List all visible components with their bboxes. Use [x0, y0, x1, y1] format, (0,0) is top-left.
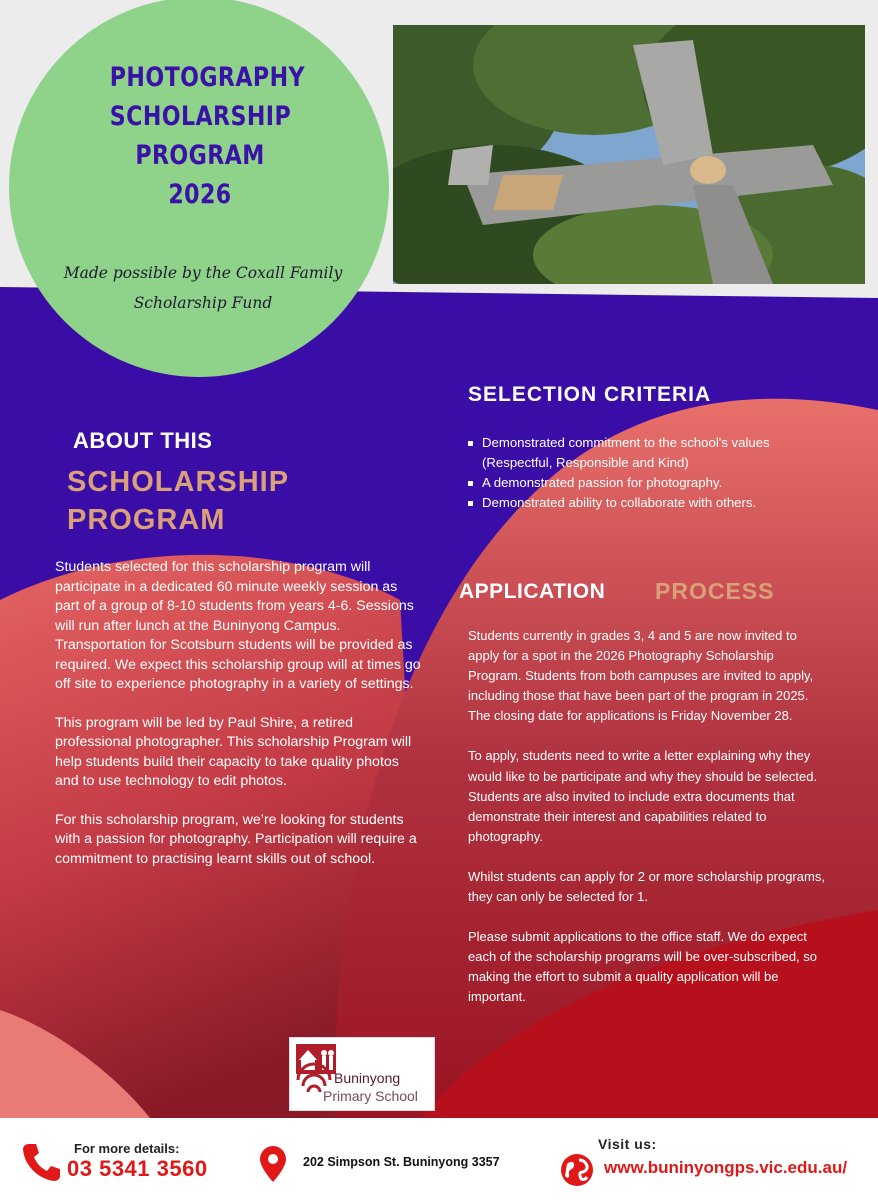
funding-credit-line: Scholarship Fund: [133, 294, 273, 312]
about-paragraph: For this scholarship program, we’re looking for students with a passion for photography. Participation will require a commitment to practising learnt skills out of school.: [55, 811, 417, 867]
school-name-line: Buninyong: [334, 1070, 401, 1086]
application-heading: APPLICATION: [459, 580, 606, 603]
about-heading: ABOUT THIS: [73, 428, 213, 453]
criteria-item: Demonstrated ability to collaborate with others.: [468, 493, 813, 513]
application-paragraph: To apply, students need to write a letter explaining why they would like to be participate and why they should be selected. Students are also invited to include extra documents that demonstrate their interest and capabilities related to photography.: [468, 748, 818, 844]
website-link[interactable]: www.buninyongps.vic.edu.au/: [604, 1158, 848, 1177]
school-logo: [289, 1037, 435, 1111]
scholarship-heading-line: SCHOLARSHIP: [67, 466, 290, 498]
program-title-line: SCHOLARSHIP: [109, 101, 292, 132]
criteria-item: A demonstrated passion for photography.: [468, 473, 813, 493]
visit-us-label: Visit us:: [598, 1136, 657, 1152]
about-paragraph: Students selected for this scholarship program will participate in a dedicated 60 minute weekly session as part of a group of 8-10 students from years 4-6. Sessions will run after lunch at the Buninyong Campus. Transportation for Scotsburn students will be provided as required. We expect this scholarship group will at times go off site to experience photography in a variety of settings.: [55, 559, 421, 692]
selection-criteria-heading: SELECTION CRITERIA: [468, 383, 712, 406]
process-heading: PROCESS: [655, 578, 775, 604]
about-body: [55, 558, 425, 888]
lego-airplane-photo: [393, 25, 865, 284]
program-title-line: 2026: [168, 179, 232, 210]
about-paragraph: This program will be led by Paul Shire, a retired professional photographer. This scholarship Program will help students build their capacity to take quality photos and to use technology to edit photos.: [55, 714, 412, 789]
map-pin-icon: [260, 1146, 286, 1182]
school-name-line: Primary School: [323, 1088, 418, 1104]
program-title: [109, 58, 305, 214]
more-details-label: For more details:: [74, 1141, 180, 1156]
selection-criteria-list: [468, 433, 813, 513]
scholarship-heading: [67, 463, 289, 539]
school-address: 202 Simpson St. Buninyong 3357: [303, 1155, 500, 1169]
application-paragraph: Please submit applications to the office staff. We do expect each of the scholarship programs will be over-subscribed, so making the effort to submit a quality application will be important.: [468, 929, 818, 1005]
program-title-line: PROGRAM: [135, 140, 265, 171]
funding-credit: [38, 258, 368, 318]
application-body: [468, 626, 828, 1028]
program-title-line: PHOTOGRAPHY: [109, 62, 305, 93]
criteria-item: Demonstrated commitment to the school's values (Respectful, Responsible and Kind): [468, 433, 813, 473]
phone-icon: [21, 1140, 63, 1182]
phone-number[interactable]: 03 5341 3560: [67, 1156, 208, 1181]
funding-credit-line: Made possible by the Coxall Family: [63, 264, 343, 282]
scholarship-heading-line: PROGRAM: [67, 504, 226, 536]
application-paragraph: Students currently in grades 3, 4 and 5 are now invited to apply for a spot in the 2026 Photography Scholarship Program. Students from both campuses are invited to apply, including those that have been part of the program in 2025. The closing date for applications is Friday November 28.: [468, 628, 814, 724]
application-paragraph: Whilst students can apply for 2 or more scholarship programs, they can only be selected for 1.: [468, 868, 825, 905]
globe-icon: [559, 1152, 595, 1188]
